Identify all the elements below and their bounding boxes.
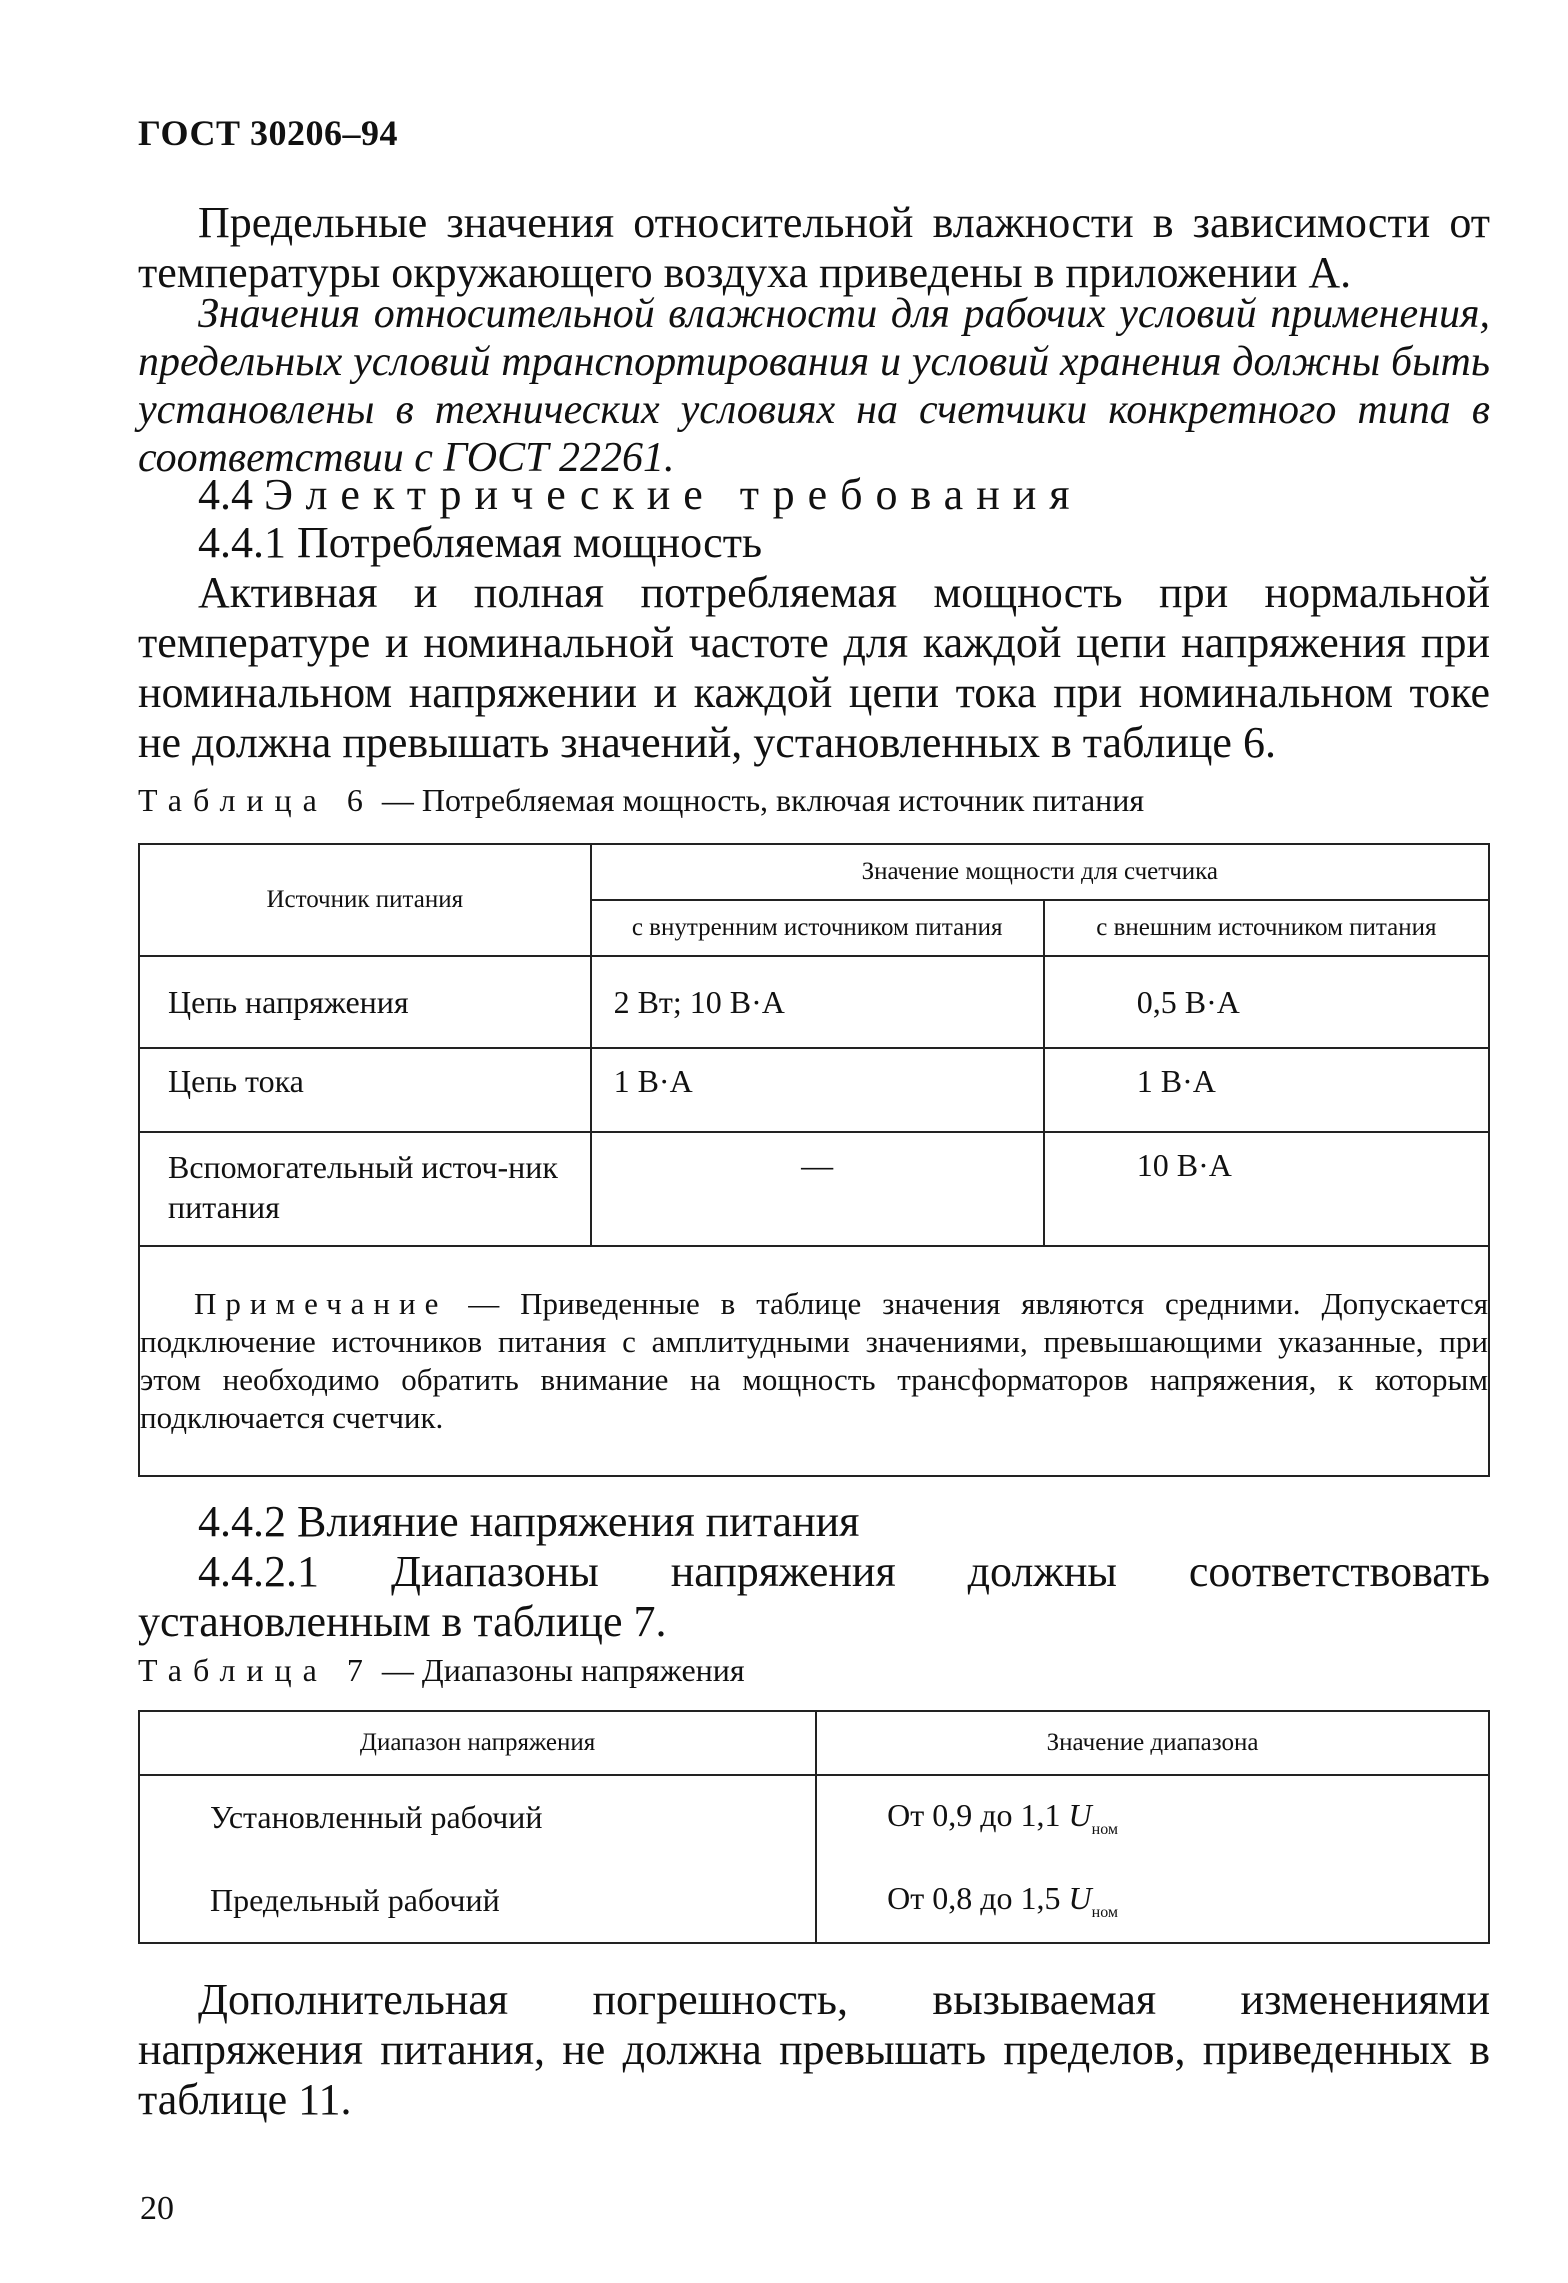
table6-note-label: Примечание bbox=[194, 1286, 448, 1321]
table6-row-internal: 1 В·А bbox=[591, 1048, 1044, 1132]
table7-row bbox=[139, 1775, 1489, 1859]
section-4-4-2-heading: 4.4.2 Влияние напряжения питания bbox=[198, 1497, 860, 1546]
table6-row bbox=[139, 1048, 1489, 1132]
table7-header-value: Значение диапазона bbox=[816, 1711, 1489, 1775]
table6-row-external: 0,5 В·А bbox=[1044, 956, 1489, 1048]
table7-row-value: От 0,8 до 1,5 $U_{ном}$ bbox=[816, 1859, 1489, 1943]
table6-row-source: Цепь напряжения bbox=[139, 956, 591, 1048]
table6-note bbox=[139, 1246, 1489, 1476]
section-4-4-number: 4.4 bbox=[198, 470, 253, 519]
table6-row bbox=[139, 1132, 1489, 1246]
table6-row-internal: — bbox=[591, 1132, 1044, 1246]
table-6 bbox=[138, 843, 1490, 1477]
table6-note-text: — Приведенные в таблице значения являются средними. Допускается подключение источников питания с амплитудными значениями, превышающими указанные, при этом необходимо обратить внимание на мощность трансформаторов напряжения, к которым подключается счетчик. bbox=[140, 1286, 1488, 1435]
paragraph-4-4-1: Активная и полная потребляемая мощность при нормальной температуре и номинальной частоте для каждой цепи напряжения при номинальном напряжении и каждой цепи тока при номинальном токе не должна превышать значений, установленных в таблице 6. bbox=[138, 568, 1490, 767]
table6-header-source: Источник питания bbox=[139, 844, 591, 956]
paragraph-4-4-2-1: 4.4.2.1 Диапазоны напряжения должны соответствовать установленным в таблице 7. bbox=[138, 1547, 1490, 1646]
italic-paragraph: Значения относительной влажности для рабочих условий применения, предельных условий транспортирования и условий хранения должны быть установлены в технических условиях на счетчики конкретного типа в соответствии с ГОСТ 22261. bbox=[138, 291, 1490, 481]
table6-caption-text: — Потребляемая мощность, включая источник питания bbox=[373, 782, 1145, 818]
section-4-4-heading bbox=[198, 470, 1083, 520]
table6-row bbox=[139, 956, 1489, 1048]
table6-header-internal: с внутренним источником питания bbox=[591, 900, 1044, 956]
table6-header-group: Значение мощности для счетчика bbox=[591, 844, 1489, 900]
table7-row-value: От 0,9 до 1,1 $U_{ном}$ bbox=[816, 1775, 1489, 1859]
table7-row-range: Установленный рабочий bbox=[139, 1775, 816, 1859]
page-number: 20 bbox=[140, 2190, 174, 2227]
table7-header-range: Диапазон напряжения bbox=[139, 1711, 816, 1775]
table6-caption bbox=[138, 782, 1144, 819]
section-4-4-title: Электрические требования bbox=[264, 470, 1083, 519]
table6-row-external: 1 В·А bbox=[1044, 1048, 1489, 1132]
table7-caption-text: — Диапазоны напряжения bbox=[373, 1652, 745, 1688]
table7-row-range: Предельный рабочий bbox=[139, 1859, 816, 1943]
document-header: ГОСТ 30206–94 bbox=[138, 113, 398, 153]
table6-row-source: Вспомогательный источ-ник питания bbox=[139, 1132, 591, 1246]
table7-row bbox=[139, 1859, 1489, 1943]
table-7 bbox=[138, 1710, 1490, 1944]
table6-header-external: с внешним источником питания bbox=[1044, 900, 1489, 956]
table6-caption-label: Таблица 6 bbox=[138, 782, 374, 818]
table6-row-external: 10 В·А bbox=[1044, 1132, 1489, 1246]
table6-row-internal: 2 Вт; 10 В·А bbox=[591, 956, 1044, 1048]
table7-caption-label: Таблица 7 bbox=[138, 1652, 374, 1688]
table6-row-source: Цепь тока bbox=[139, 1048, 591, 1132]
intro-paragraph: Предельные значения относительной влажности в зависимости от температуры окружающего воздуха приведены в приложении А. bbox=[138, 198, 1490, 297]
section-4-4-1-heading: 4.4.1 Потребляемая мощность bbox=[198, 518, 763, 567]
table7-caption bbox=[138, 1652, 745, 1689]
final-paragraph: Дополнительная погрешность, вызываемая изменениями напряжения питания, не должна превышать пределов, приведенных в таблице 11. bbox=[138, 1975, 1490, 2124]
